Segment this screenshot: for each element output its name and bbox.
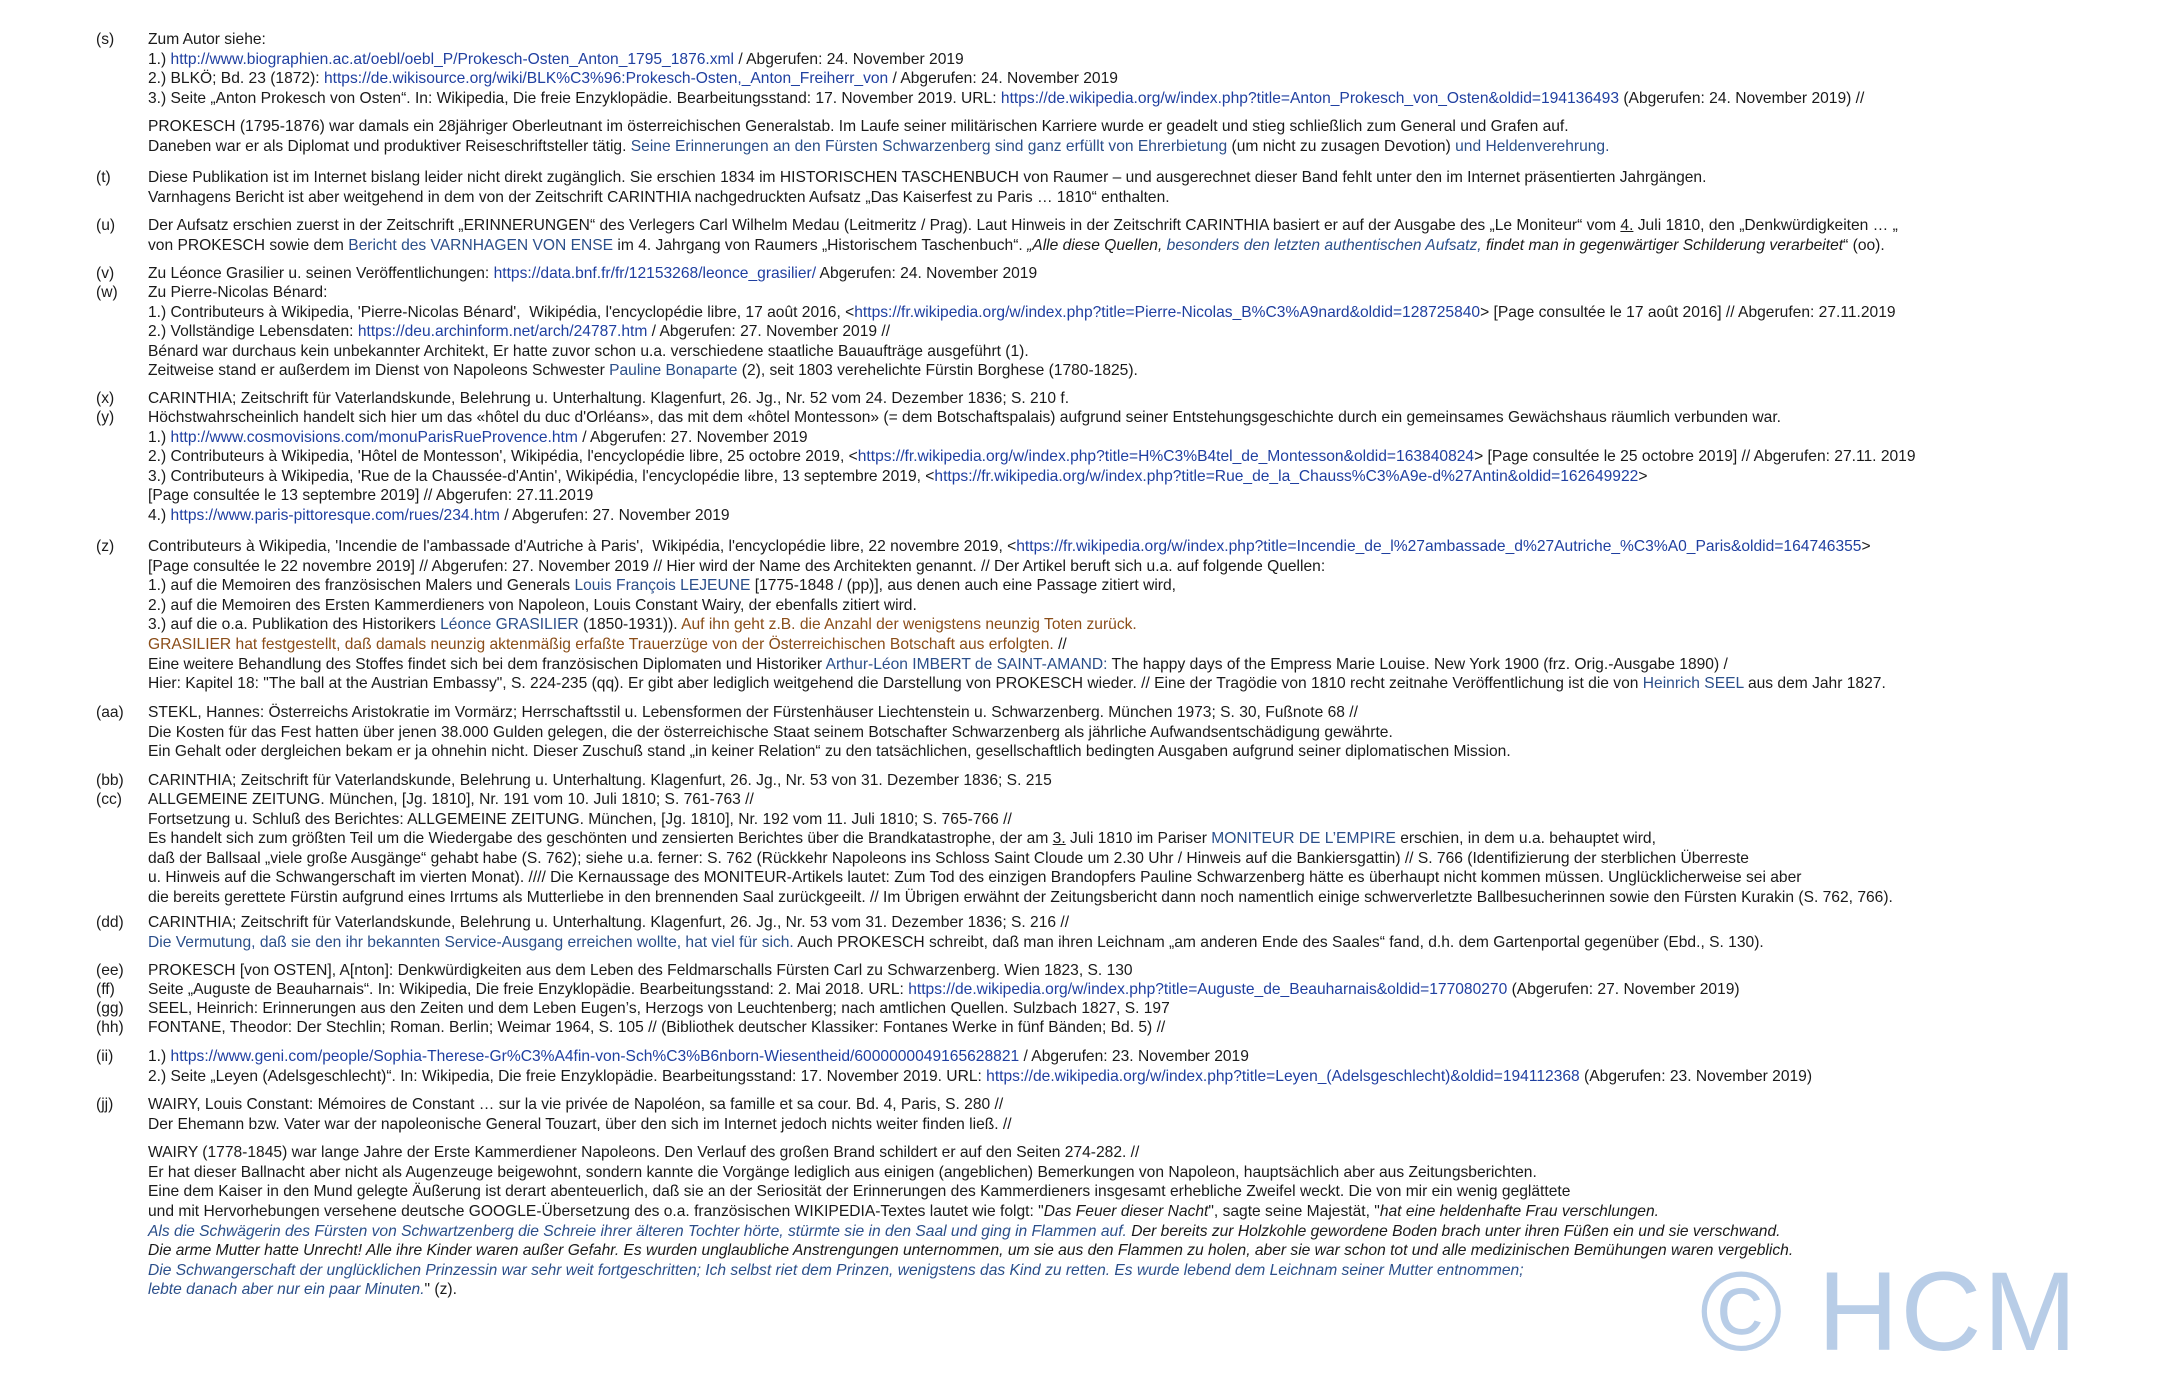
footnote-marker: (ee)	[96, 962, 124, 979]
footnote-marker: (w)	[96, 284, 118, 301]
text-line	[148, 408, 2158, 428]
text-segment: //	[1053, 635, 1067, 653]
text-segment: [Page consultée le 22 novembre 2019] // Abgerufen: 27. November 2019 // Hier wird der Name des Architekten genannt. // Der Artikel beruft sich u.a. auf folgende Quellen:	[148, 557, 1326, 575]
text-segment: FONTANE, Theodor: Der Stechlin; Roman. Berlin; Weimar 1964, S. 105 // (Bibliothek deutscher Klassiker: Fontanes Werke in fünf Bänden; Bd. 5) //	[148, 1019, 1166, 1036]
text-segment: SEEL, Heinrich: Erinnerungen aus den Zeiten und dem Leben Eugen’s, Herzogs von Leuchtenberg; nach amtlichen Quellen. Sulzbach 1827, S. 197	[148, 1000, 1170, 1017]
text-line	[148, 216, 2158, 236]
text-line	[148, 810, 2158, 830]
text-segment: / Abgerufen: 27. November 2019	[577, 428, 808, 446]
footnote-body	[148, 1018, 2158, 1038]
text-segment: " (z).	[424, 1281, 457, 1299]
text-segment: Als die Schwägerin des Fürsten von Schwartzenberg die Schreie ihrer älteren Tochter hörte, stürmte sie in den Saal und ging in Flammen auf.	[148, 1222, 1127, 1240]
text-segment: lebte danach aber nur ein paar Minuten.	[148, 1281, 425, 1299]
text-segment: Eine weitere Behandlung des Stoffes findet sich bei dem französischen Diplomaten und Historiker	[148, 655, 826, 673]
text-segment: WAIRY, Louis Constant: Mémoires de Constant … sur la vie privée de Napoléon, sa famille et sa cour. Bd. 4, Paris, S. 280 //	[148, 1096, 1004, 1113]
text-line	[148, 615, 2158, 635]
text-segment: STEKL, Hannes: Österreichs Aristokratie im Vormärz; Herrschaftsstil u. Lebensformen der Fürstenhäuser Liechtenstein u. Schwarzenberg. München 1973; S. 30, Fußnote 68 //	[148, 704, 1358, 721]
text-segment: 3.) Seite „Anton Prokesch von Osten“. In: Wikipedia, Die freie Enzyklopädie. Bearbeitungsstand: 17. November 2019. URL:	[148, 89, 1001, 107]
footnote-body	[148, 408, 2158, 526]
text-line	[148, 467, 2158, 487]
text-segment: Varnhagens Bericht ist aber weitgehend in dem von der Zeitschrift CARINTHIA nachgedruckten Aufsatz „Das Kaiserfest zu Paris … 1810“ enthalten.	[148, 188, 1170, 206]
footnote-body	[148, 216, 2158, 255]
reference-link[interactable]: https://de.wikisource.org/wiki/BLK%C3%96:Prokesch-Osten,_Anton_Freiherr_von	[323, 70, 889, 88]
footnote-marker: (t)	[96, 169, 111, 186]
text-line	[148, 1095, 2158, 1115]
text-line	[148, 1115, 2158, 1135]
text-segment: Der Aufsatz erschien zuerst in der Zeitschrift „ERINNERUNGEN“ des Verlegers Carl Wilhelm Medau (Leitmeritz / Prag). Laut Hinweis in der Zeitschrift CARINTHIA basiert er auf der Ausgabe des „Le Moniteur“ vom	[148, 217, 1621, 234]
text-segment: Abgerufen: 24. November 2019	[816, 265, 1038, 282]
footnote-body	[148, 913, 2158, 952]
text-segment: besonders den letzten authentischen Aufsatz,	[1166, 236, 1482, 254]
text-segment: Zu Léonce Grasilier u. seinen Veröffentlichungen:	[148, 265, 494, 282]
text-segment: 1.)	[148, 428, 171, 446]
footnote-marker: (v)	[96, 265, 115, 282]
text-line	[148, 1222, 2158, 1242]
text-segment: Zeitweise stand er außerdem im Dienst von Napoleons Schwester	[148, 362, 610, 380]
text-segment: Auch PROKESCH schreibt, daß man ihren Leichnam „am anderen Ende des Saales“ fand, d.h. dem Gartenportal gegenüber (Ebd., S. 130).	[793, 933, 1764, 951]
footnote-body	[148, 30, 2158, 157]
footnote-marker: (u)	[96, 217, 116, 234]
text-segment: (um nicht zu zusagen Devotion)	[1227, 137, 1456, 155]
text-segment: PROKESCH [von OSTEN], A[nton]: Denkwürdigkeiten aus dem Leben des Feldmarschalls Fürsten Carl zu Schwarzenberg. Wien 1823, S. 130	[148, 962, 1133, 979]
footnote-marker: (ff)	[96, 981, 115, 998]
text-segment: / Abgerufen: 24. November 2019	[888, 70, 1118, 88]
text-line	[148, 999, 2158, 1019]
reference-link[interactable]: http://www.biographien.ac.at/oebl/oebl_P/Prokesch-Osten_Anton_1795_1876.xml	[170, 50, 734, 68]
footnote-body	[148, 961, 2158, 981]
text-line	[148, 428, 2158, 448]
text-segment: 2.) Vollständige Lebensdaten:	[148, 323, 358, 341]
text-line	[148, 868, 2158, 888]
text-segment: (1850-1931)).	[578, 616, 682, 634]
text-segment: Diese Publikation ist im Internet bislang leider nicht direkt zugänglich. Sie erschien 1834 im HISTORISCHEN TASCHENBUCH von Raumer – und ausgerechnet dieser Band fehlt unter den im Internet präsentierten Jahrgängen.	[148, 169, 1707, 186]
footnote-body	[148, 980, 2158, 1000]
text-segment: Seine Erinnerungen an den Fürsten Schwarzenberg sind ganz erfüllt von Ehrerbietung	[630, 137, 1228, 155]
text-line	[148, 89, 2158, 109]
copyright-watermark: © HCM	[1700, 1249, 2079, 1374]
text-line	[148, 655, 2158, 675]
text-line	[148, 1018, 2158, 1038]
text-segment: Höchstwahrscheinlich handelt sich hier um das «hôtel du duc d'Orléans», das mit dem «hôtel Montesson» (= dem Botschaftspalais) aufgrund seiner Entstehungsgeschichte durch ein gemeinsames Gewächshaus räumlich verbunden war.	[148, 409, 1781, 426]
text-segment: CARINTHIA; Zeitschrift für Vaterlandskunde, Belehrung u. Unterhaltung. Klagenfurt, 26. Jg., Nr. 53 vom 31. Dezember 1836; S. 216 //	[148, 914, 1070, 931]
footnote-body	[148, 771, 2158, 791]
text-line	[148, 389, 2158, 409]
footnote-marker: (s)	[96, 31, 115, 48]
footnote-body	[148, 1047, 2158, 1086]
text-segment: im 4. Jahrgang von Raumers „Historischem Taschenbuch“.	[613, 236, 1028, 254]
text-segment: 3.) auf die o.a. Publikation des Historikers	[148, 616, 441, 634]
text-segment: Bénard war durchaus kein unbekannter Architekt, Er hatte zuvor schon u.a. verschiedene staatliche Bauaufträge ausgeführt (1).	[148, 342, 1029, 360]
text-line	[148, 980, 2158, 1000]
text-line	[148, 849, 2158, 869]
text-line	[148, 506, 2158, 526]
footnote-marker: (dd)	[96, 914, 124, 931]
footnote-marker: (z)	[96, 538, 115, 555]
text-segment: Der bereits zur Holzkohle gewordene Boden brach unter ihren Füßen ein und sie verschwand.	[1126, 1222, 1781, 1240]
text-line	[148, 264, 2158, 284]
text-segment: Auf ihn geht z.B. die Anzahl der wenigstens neunzig Toten zurück.	[681, 616, 1137, 634]
text-line	[148, 1143, 2158, 1163]
text-segment: ALLGEMEINE ZEITUNG. München, [Jg. 1810], Nr. 191 vom 10. Juli 1810; S. 761-763 //	[148, 791, 754, 808]
text-line	[148, 674, 2158, 694]
footnote-marker: (bb)	[96, 772, 124, 789]
text-line	[148, 342, 2158, 362]
text-segment: (2), seit 1803 verehelichte Fürstin Borghese (1780-1825).	[737, 362, 1138, 380]
text-line	[148, 137, 2158, 157]
text-segment: aus dem Jahr 1827.	[1743, 675, 1886, 693]
text-line	[148, 771, 2158, 791]
reference-link[interactable]: https://fr.wikipedia.org/w/index.php?title=Incendie_de_l%27ambassade_d%27Autriche_%C3%A0_Paris&oldid=164746355	[1016, 538, 1862, 555]
text-line	[148, 1067, 2158, 1087]
text-segment: daß der Ballsaal „viele große Ausgänge“ gehabt habe (S. 762); siehe u.a. ferner: S. 762 (Rückkehr Napoleons ins Schloss Saint Cloude um 2.30 Uhr / Hinweis auf die Bankiersgattin) // S. 766 (Identifizierung der sterblichen Überreste	[148, 849, 1749, 867]
text-line	[148, 723, 2158, 743]
text-segment: Seite „Auguste de Beauharnais“. In: Wikipedia, Die freie Enzyklopädie. Bearbeitungsstand: 2. Mai 2018. URL:	[148, 981, 909, 998]
text-line	[148, 69, 2158, 89]
footnote-marker: (aa)	[96, 704, 124, 721]
text-segment: 2.) auf die Memoiren des Ersten Kammerdieners von Napoleon, Louis Constant Wairy, der ebenfalls zitiert wird.	[148, 596, 917, 614]
text-line	[148, 913, 2158, 933]
text-segment: [Page consultée le 13 septembre 2019] // Abgerufen: 27.11.2019	[148, 487, 594, 505]
footnote-marker: (jj)	[96, 1096, 114, 1113]
text-segment: Ein Gehalt oder dergleichen bekam er ja ohnehin nicht. Dieser Zuschuß stand „in keiner Relation“ zu den tatsächlichen, gesellschaftlich bedingten Ausgaben aufgrund seiner diplomatischen Mission.	[148, 743, 1511, 761]
text-segment: findet man in gegenwärtiger Schilderung verarbeitet	[1481, 236, 1844, 254]
footnote-body	[148, 790, 2158, 908]
text-line	[148, 576, 2158, 596]
text-segment: Léonce GRASILIER	[440, 616, 579, 634]
footnote-body	[148, 999, 2158, 1019]
text-segment: (Abgerufen: 27. November 2019)	[1507, 981, 1740, 998]
text-segment: >	[1638, 467, 1648, 485]
text-segment: Die Kosten für das Fest hatten über jenen 38.000 Gulden gelegen, die der österreichische Staat seinem Botschafter Schwarzenberg als jährliche Aufwandsentschädigung gewährte.	[148, 723, 1393, 741]
footnote-body	[148, 537, 2158, 694]
text-line	[148, 322, 2158, 342]
reference-link[interactable]: https://de.wikipedia.org/w/index.php?title=Auguste_de_Beauharnais&oldid=177080270	[908, 981, 1508, 998]
reference-link[interactable]: https://www.geni.com/people/Sophia-Therese-Gr%C3%A4fin-von-Sch%C3%B6nborn-Wiesentheid/6000000049165628821	[170, 1048, 1020, 1065]
text-line	[148, 30, 2158, 50]
text-segment: 1.)	[148, 50, 171, 68]
text-segment: “ (oo).	[1843, 236, 1885, 254]
text-line	[148, 303, 2158, 323]
text-line	[148, 50, 2158, 70]
text-segment: Contributeurs à Wikipedia, 'Incendie de l'ambassade d'Autriche à Paris', Wikipédia, l'encyclopédie libre, 22 novembre 2019, <	[148, 538, 1017, 555]
text-segment: Pauline Bonaparte	[609, 362, 738, 380]
text-line	[148, 117, 2158, 137]
text-segment: hat eine heldenhafte Frau verschlungen.	[1379, 1202, 1659, 1220]
footnote-body	[148, 264, 2158, 284]
text-segment: 3.	[1052, 830, 1066, 848]
text-line	[148, 1163, 2158, 1183]
text-line	[148, 361, 2158, 381]
text-line	[148, 537, 2158, 557]
footnote-marker: (ii)	[96, 1048, 114, 1065]
footnote-body	[148, 703, 2158, 762]
footnote-marker: (cc)	[96, 791, 122, 808]
text-line	[148, 888, 2158, 908]
text-line	[148, 283, 2158, 303]
reference-link[interactable]: https://de.wikipedia.org/w/index.php?title=Leyen_(Adelsgeschlecht)&oldid=194112368	[986, 1067, 1580, 1085]
text-line	[148, 933, 2158, 953]
text-segment: Der Ehemann bzw. Vater war der napoleonische General Touzart, über den sich im Internet jedoch nichts weiter finden ließ. //	[148, 1115, 1012, 1133]
footnote-body	[148, 283, 2158, 381]
text-segment: Heinrich SEEL	[1642, 675, 1744, 693]
text-segment: GRASILIER hat festgestellt, daß damals neunzig aktenmäßig erfaßte Trauerzüge von der Österreichischen Botschaft aus erfolgten.	[148, 635, 1054, 653]
text-segment: 4.)	[148, 506, 171, 524]
text-segment: Fortsetzung u. Schluß des Berichtes: ALLGEMEINE ZEITUNG. München, [Jg. 1810], Nr. 192 vom 11. Juli 1810; S. 765-766 //	[148, 810, 1012, 828]
text-line	[148, 188, 2158, 208]
text-segment: Die Vermutung, daß sie den ihr bekannten Service-Ausgang erreichen wollte, hat viel für sich.	[148, 933, 794, 951]
footnote-body	[148, 389, 2158, 409]
text-segment: > [Page consultée le 17 août 2016] // Abgerufen: 27.11.2019	[1480, 303, 1896, 321]
text-line	[148, 742, 2158, 762]
text-line	[148, 961, 2158, 981]
text-line	[148, 596, 2158, 616]
footnote-marker: (gg)	[96, 1000, 124, 1017]
text-line	[148, 1202, 2158, 1222]
text-segment: Die arme Mutter hatte Unrecht! Alle ihre Kinder waren außer Gefahr. Es wurden unglaubliche Anstrengungen unternommen, um sie aus den Flammen zu holen, aber sie war schon tot und alle medizinischen Bemühungen waren vergeblich.	[148, 1242, 1794, 1260]
text-segment: MONITEUR DE L’EMPIRE	[1211, 830, 1396, 848]
text-segment: / Abgerufen: 24. November 2019	[734, 50, 964, 68]
text-segment: „Alle diese Quellen,	[1027, 236, 1167, 254]
text-segment: Arthur-Léon IMBERT de SAINT-AMAND:	[825, 655, 1108, 673]
text-segment: (Abgerufen: 23. November 2019)	[1579, 1067, 1813, 1085]
text-segment: und mit Hervorhebungen versehene deutsche GOOGLE-Übersetzung des o.a. französischen WIKIPEDIA-Textes lautet wie folgt: "	[148, 1202, 1044, 1220]
text-segment: Es handelt sich zum größten Teil um die Wiedergabe des geschönten und zensierten Berichtes über die Brandkatastrophe, der am	[148, 830, 1053, 848]
text-segment: 1.)	[148, 1048, 171, 1065]
text-segment: CARINTHIA; Zeitschrift für Vaterlandskunde, Belehrung u. Unterhaltung. Klagenfurt, 26. Jg., Nr. 52 vom 24. Dezember 1836; S. 210 f.	[148, 390, 1070, 407]
text-segment: die bereits gerettete Fürstin aufgrund eines Irrtums als Mutterliebe in den brennenden Saal zurückgeeilt. // Im Übrigen erwähnt der Zeitungsbericht dann noch namentlich einige schwerverletzte Ballbesucherinnen sowie den Fürsten Kurakin (S. 762, 766).	[148, 888, 1893, 906]
text-segment: PROKESCH (1795-1876) war damals ein 28jähriger Oberleutnant im österreichischen Generalstab. Im Laufe seiner militärischen Karriere wurde er geadelt und stieg schließlich zum General und Grafen auf.	[148, 118, 1569, 136]
footnote-marker: (hh)	[96, 1019, 124, 1036]
text-segment: Daneben war er als Diplomat und produktiver Reiseschriftsteller tätig.	[148, 137, 631, 155]
text-segment: Zu Pierre-Nicolas Bénard:	[148, 284, 328, 301]
text-segment: Zum Autor siehe:	[148, 31, 266, 48]
text-segment: / Abgerufen: 27. November 2019 //	[647, 323, 891, 341]
text-segment: The happy days of the Empress Marie Louise. New York 1900 (frz. Orig.-Ausgabe 1890) /	[1107, 655, 1728, 673]
text-segment: 4.	[1620, 217, 1634, 234]
footnote-marker: (x)	[96, 390, 115, 407]
text-segment: ", sagte seine Majestät, "	[1208, 1202, 1380, 1220]
text-line	[148, 635, 2158, 655]
text-segment: erschien, in dem u.a. behauptet wird,	[1395, 830, 1656, 848]
text-segment: und Heldenverehrung.	[1455, 137, 1610, 155]
reference-link[interactable]: https://fr.wikipedia.org/w/index.php?title=Pierre-Nicolas_B%C3%A9nard&oldid=128725840	[854, 303, 1481, 321]
text-line	[148, 1047, 2158, 1067]
text-segment: 2.) BLKÖ; Bd. 23 (1872):	[148, 70, 324, 88]
text-segment: u. Hinweis auf die Schwangerschaft im vierten Monat). //// Die Kernaussage des MONITEUR-Artikels lautet: Zum Tod des einzigen Brandopfers Pauline Schwarzenberg hätte es überhaupt nicht kommen müssen. Unglücklicherweise sei aber	[148, 869, 1802, 887]
text-segment: 1.) Contributeurs à Wikipedia, 'Pierre-Nicolas Bénard', Wikipédia, l'encyclopédie libre, 17 août 2016, <	[148, 303, 855, 321]
text-segment: Juli 1810 im Pariser	[1065, 830, 1212, 848]
text-line	[148, 236, 2158, 256]
text-segment: Das Feuer dieser Nacht	[1043, 1202, 1209, 1220]
text-segment: 2.) Contributeurs à Wikipedia, 'Hôtel de Montesson', Wikipédia, l'encyclopédie libre, 25 octobre 2019, <	[148, 448, 858, 466]
text-segment: von PROKESCH sowie dem	[148, 236, 349, 254]
reference-link[interactable]: https://data.bnf.fr/fr/12153268/leonce_grasilier/	[493, 265, 817, 282]
text-segment: Louis François LEJEUNE	[574, 577, 751, 595]
reference-link[interactable]: https://deu.archinform.net/arch/24787.htm	[357, 323, 648, 341]
text-line	[148, 486, 2158, 506]
text-line	[148, 829, 2158, 849]
reference-link[interactable]: https://fr.wikipedia.org/w/index.php?title=Rue_de_la_Chauss%C3%A9e-d%27Antin&oldid=162649922	[934, 467, 1639, 485]
reference-link[interactable]: https://de.wikipedia.org/w/index.php?title=Anton_Prokesch_von_Osten&oldid=194136493	[1000, 89, 1620, 107]
text-segment: (Abgerufen: 24. November 2019) //	[1619, 89, 1865, 107]
text-segment: WAIRY (1778-1845) war lange Jahre der Erste Kammerdiener Napoleons. Den Verlauf des großen Brand schildert er auf den Seiten 274-282. //	[148, 1144, 1140, 1162]
text-segment: Die Schwangerschaft der unglücklichen Prinzessin war sehr weit fortgeschritten; Ich selbst riet dem Prinzen, wenigstens das Kind zu retten. Es wurde lebend dem Leichnam seiner Mutter entnommen;	[148, 1261, 1524, 1279]
text-segment: / Abgerufen: 23. November 2019	[1019, 1048, 1249, 1065]
text-segment: [1775-1848 / (pp)], aus denen auch eine Passage zitiert wird,	[750, 577, 1176, 595]
footnote-marker: (y)	[96, 409, 115, 426]
text-segment: Eine dem Kaiser in den Mund gelegte Äußerung ist derart abenteuerlich, daß sie an der Seriosität der Erinnerungen des Kammerdieners insgesamt erhebliche Zweifel weckt. Die von mir ein wenig geglättete	[148, 1183, 1571, 1201]
text-segment: / Abgerufen: 27. November 2019	[499, 506, 730, 524]
footnote-body	[148, 168, 2158, 207]
text-segment: Juli 1810, den „Denkwürdigkeiten … „	[1633, 217, 1898, 234]
reference-link[interactable]: https://fr.wikipedia.org/w/index.php?title=H%C3%B4tel_de_Montesson&oldid=163840824	[857, 448, 1475, 466]
text-segment: 3.) Contributeurs à Wikipedia, 'Rue de la Chaussée-d'Antin', Wikipédia, l'encyclopédie libre, 13 septembre 2019, <	[148, 467, 935, 485]
text-segment: Bericht des VARNHAGEN VON ENSE	[348, 236, 614, 254]
text-line	[148, 168, 2158, 188]
text-segment: >	[1861, 538, 1871, 555]
text-segment: CARINTHIA; Zeitschrift für Vaterlandskunde, Belehrung u. Unterhaltung. Klagenfurt, 26. Jg., Nr. 53 von 31. Dezember 1836; S. 215	[148, 772, 1052, 789]
text-segment: > [Page consultée le 25 octobre 2019] // Abgerufen: 27.11. 2019	[1474, 448, 1916, 466]
text-segment: Hier: Kapitel 18: "The ball at the Austrian Embassy", S. 224-235 (qq). Er gibt aber lediglich weitgehend die Darstellung von PROKESCH wieder. // Eine der Tragödie von 1810 recht zeitnahe Veröffentlichung ist die von	[148, 675, 1643, 693]
text-line	[148, 790, 2158, 810]
reference-link[interactable]: http://www.cosmovisions.com/monuParisRueProvence.htm	[170, 428, 578, 446]
text-line	[148, 557, 2158, 577]
text-segment: Er hat dieser Ballnacht aber nicht als Augenzeuge beigewohnt, sondern kannte die Vorgänge lediglich aus einigen (angeblichen) Bemerkungen von Napoleon, hauptsächlich aber aus Zeitungsberichten.	[148, 1163, 1537, 1181]
text-line	[148, 1182, 2158, 1202]
text-line	[148, 703, 2158, 723]
text-segment: 1.) auf die Memoiren des französischen Malers und Generals	[148, 577, 575, 595]
text-line	[148, 447, 2158, 467]
reference-link[interactable]: https://www.paris-pittoresque.com/rues/234.htm	[170, 506, 500, 524]
text-segment: 2.) Seite „Leyen (Adelsgeschlecht)“. In: Wikipedia, Die freie Enzyklopädie. Bearbeitungsstand: 17. November 2019. URL:	[148, 1067, 987, 1085]
